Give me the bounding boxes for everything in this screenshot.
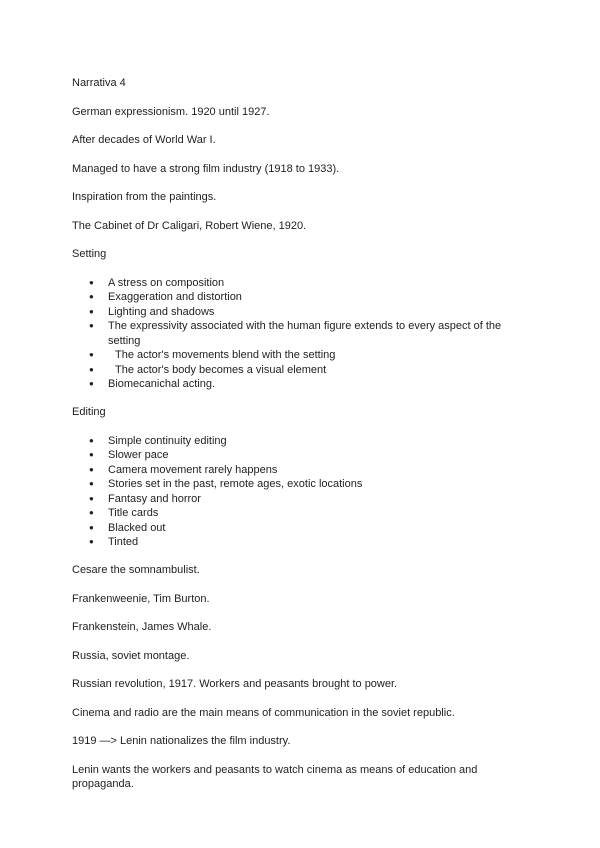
list-item: [108, 463, 532, 478]
list-item-text: Exaggeration and distortion: [108, 291, 242, 303]
paragraph: Russia, soviet montage.: [72, 649, 190, 662]
list-item: [108, 363, 532, 378]
editing-list: [72, 434, 532, 550]
list-item: [108, 506, 532, 521]
paragraph: German expressionism. 1920 until 1927.: [72, 105, 270, 118]
list-item-text: The actor's movements blend with the setting: [115, 349, 336, 361]
list-item: [108, 492, 532, 507]
paragraph: The Cabinet of Dr Caligari, Robert Wiene, 1920.: [72, 219, 307, 232]
paragraph: Cesare the somnambulist.: [72, 564, 200, 576]
list-item-text: Simple continuity editing: [108, 434, 227, 447]
paragraph: Frankenweenie, Tim Burton.: [72, 592, 210, 605]
list-item-text: Stories set in the past, remote ages, exotic locations: [108, 478, 363, 490]
list-item-text: Fantasy and horror: [108, 492, 201, 505]
doc-title: Narrativa 4: [72, 77, 126, 89]
list-item-text: Biomecanichal acting.: [108, 378, 216, 390]
setting-list: [72, 276, 532, 392]
paragraph: After decades of World War I.: [72, 134, 216, 146]
list-item: [108, 276, 532, 291]
list-item-text: Tinted: [108, 536, 139, 548]
list-item: [108, 535, 532, 550]
list-item: [108, 290, 532, 305]
list-item: [108, 448, 532, 463]
list-item-text: Lighting and shadows: [108, 305, 215, 318]
list-item-text: The actor's body becomes a visual element: [115, 363, 327, 376]
document-page: [72, 76, 532, 806]
list-item-text: Title cards: [108, 507, 159, 519]
paragraph: Frankenstein, James Whale.: [72, 621, 212, 633]
list-item: [108, 319, 532, 348]
paragraph: Lenin wants the workers and peasants to watch cinema as means of education and propaganda.: [72, 763, 478, 790]
paragraph: Inspiration from the paintings.: [72, 191, 217, 203]
list-item: [108, 305, 532, 320]
list-item: [108, 348, 532, 363]
paragraph: Russian revolution, 1917. Workers and peasants brought to power.: [72, 678, 398, 690]
paragraph: Managed to have a strong film industry (1918 to 1933).: [72, 162, 340, 175]
section-heading-editing: Editing: [72, 406, 106, 418]
list-item: [108, 377, 532, 392]
list-item-text: Camera movement rarely happens: [108, 463, 278, 476]
list-item: [108, 477, 532, 492]
paragraph: 1919 —> Lenin nationalizes the film industry.: [72, 735, 291, 747]
section-heading-setting: Setting: [72, 248, 107, 260]
list-item: [108, 521, 532, 536]
list-item-text: Slower pace: [108, 449, 169, 461]
list-item-text: Blacked out: [108, 521, 166, 534]
list-item-text: A stress on composition: [108, 276, 225, 289]
list-item-text: The expressivity associated with the human figure extends to every aspect of the setting: [108, 320, 502, 347]
paragraph: Cinema and radio are the main means of communication in the soviet republic.: [72, 706, 455, 719]
list-item: [108, 434, 532, 449]
